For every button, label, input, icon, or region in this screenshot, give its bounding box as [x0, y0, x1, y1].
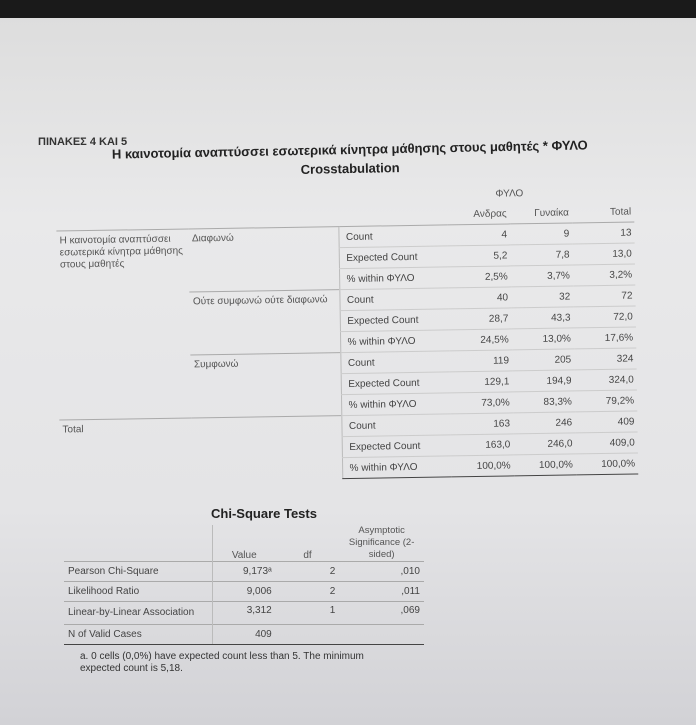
chi-sig: ,069 — [339, 602, 424, 625]
stat-label: % within ΦΥΛΟ — [340, 267, 449, 290]
group-header: ΦΥΛΟ — [495, 187, 524, 200]
stat-label: Expected Count — [343, 435, 452, 458]
cell: 324,0 — [574, 369, 637, 391]
cell: 24,5% — [449, 329, 512, 351]
column-header: Total — [609, 206, 632, 218]
cell: 194,9 — [512, 370, 575, 392]
cell: 43,3 — [511, 307, 574, 329]
cell: 3,2% — [573, 264, 636, 286]
stat-label: Count — [342, 414, 451, 437]
cell: 409 — [575, 411, 638, 433]
chi-square-title: Chi-Square Tests — [211, 506, 317, 521]
stat-label: Count — [340, 288, 449, 311]
cell: 163,0 — [451, 434, 514, 456]
crosstab-title — [70, 135, 631, 184]
crosstab-table — [56, 181, 639, 483]
cell: 13,0 — [572, 243, 635, 265]
crosstab-title-line1: Η καινοτομία αναπτύσσει εσωτερικά κίνητρα μάθησης στους μαθητές * ΦΥΛΟ — [111, 137, 588, 162]
cell: 32 — [511, 286, 574, 308]
cell: 246 — [513, 412, 576, 434]
chi-header: Asymptotic Significance (2-sided) — [348, 525, 415, 560]
cell: 28,7 — [449, 308, 512, 330]
cell: 246,0 — [513, 433, 576, 455]
cell: 129,1 — [450, 371, 513, 393]
category-label: Ούτε συμφωνώ ούτε διαφωνώ — [190, 290, 341, 355]
cell: 324 — [574, 348, 637, 370]
chi-value: 409 — [212, 625, 276, 645]
cell: 73,0% — [450, 392, 513, 414]
chi-df: 1 — [276, 602, 340, 625]
chi-row-label: N of Valid Cases — [64, 625, 212, 645]
total-label: Total — [59, 416, 343, 483]
cell: 409,0 — [575, 432, 638, 454]
cell: 119 — [450, 350, 513, 372]
cell: 13,0% — [512, 328, 575, 350]
cell: 13 — [572, 222, 635, 244]
chi-value: 9,173ᵃ — [212, 562, 276, 582]
cell: 7,8 — [510, 244, 573, 266]
top-dark-band — [0, 0, 696, 18]
chi-header: Value — [212, 525, 276, 562]
chi-df: 2 — [276, 562, 340, 582]
cell: 40 — [449, 287, 512, 309]
cell: 3,7% — [511, 265, 574, 287]
cell: 2,5% — [448, 266, 511, 288]
chi-row-label: Linear-by-Linear Association — [64, 602, 212, 625]
stat-label: Expected Count — [341, 309, 450, 332]
column-header: Γυναίκα — [534, 207, 569, 219]
stat-label: % within ΦΥΛΟ — [343, 456, 452, 479]
category-label: Διαφωνώ — [189, 227, 340, 292]
row-variable-label: Η καινοτομία αναπτύσσει εσωτερικά κίνητρα μάθησης στους μαθητές — [56, 229, 191, 420]
stat-label: Count — [339, 225, 448, 248]
category-label: Συμφωνώ — [191, 353, 342, 418]
chi-row-label: Likelihood Ratio — [64, 582, 212, 602]
chi-sig: ,011 — [339, 582, 424, 602]
cell: 100,0% — [451, 455, 514, 477]
stat-label: % within ΦΥΛΟ — [342, 393, 451, 416]
chi-value: 9,006 — [212, 582, 276, 602]
cell: 205 — [512, 349, 575, 371]
cell: 100,0% — [576, 453, 639, 475]
stat-label: Expected Count — [342, 372, 451, 395]
cell: 4 — [448, 224, 511, 246]
cell: 5,2 — [448, 245, 511, 267]
cell: 9 — [510, 223, 573, 245]
page-header: ΠΙΝΑΚΕΣ 4 ΚΑΙ 5 — [38, 136, 128, 148]
chi-df: 2 — [276, 582, 340, 602]
chi-header: df — [303, 550, 312, 561]
chi-footnote: a. 0 cells (0,0%) have expected count less than 5. The minimum expected count is 5,18. — [80, 651, 364, 674]
cell: 17,6% — [574, 327, 637, 349]
chi-square-table — [64, 525, 424, 645]
stat-label: % within ΦΥΛΟ — [341, 330, 450, 353]
stat-label: Count — [341, 351, 450, 374]
crosstab-title-line2: Crosstabulation — [300, 160, 400, 177]
cell: 163 — [451, 413, 514, 435]
cell: 79,2% — [575, 390, 638, 412]
column-header: Ανδρας — [473, 207, 507, 220]
chi-value: 3,312 — [212, 602, 276, 625]
cell: 83,3% — [513, 391, 576, 413]
chi-square-section — [64, 506, 424, 675]
chi-row-label: Pearson Chi-Square — [64, 562, 212, 582]
cell: 72,0 — [573, 306, 636, 328]
cell: 72 — [573, 285, 636, 307]
chi-df — [276, 625, 340, 645]
chi-sig: ,010 — [339, 562, 424, 582]
chi-sig — [339, 625, 424, 645]
cell: 100,0% — [513, 454, 576, 476]
stat-label: Expected Count — [340, 246, 449, 269]
